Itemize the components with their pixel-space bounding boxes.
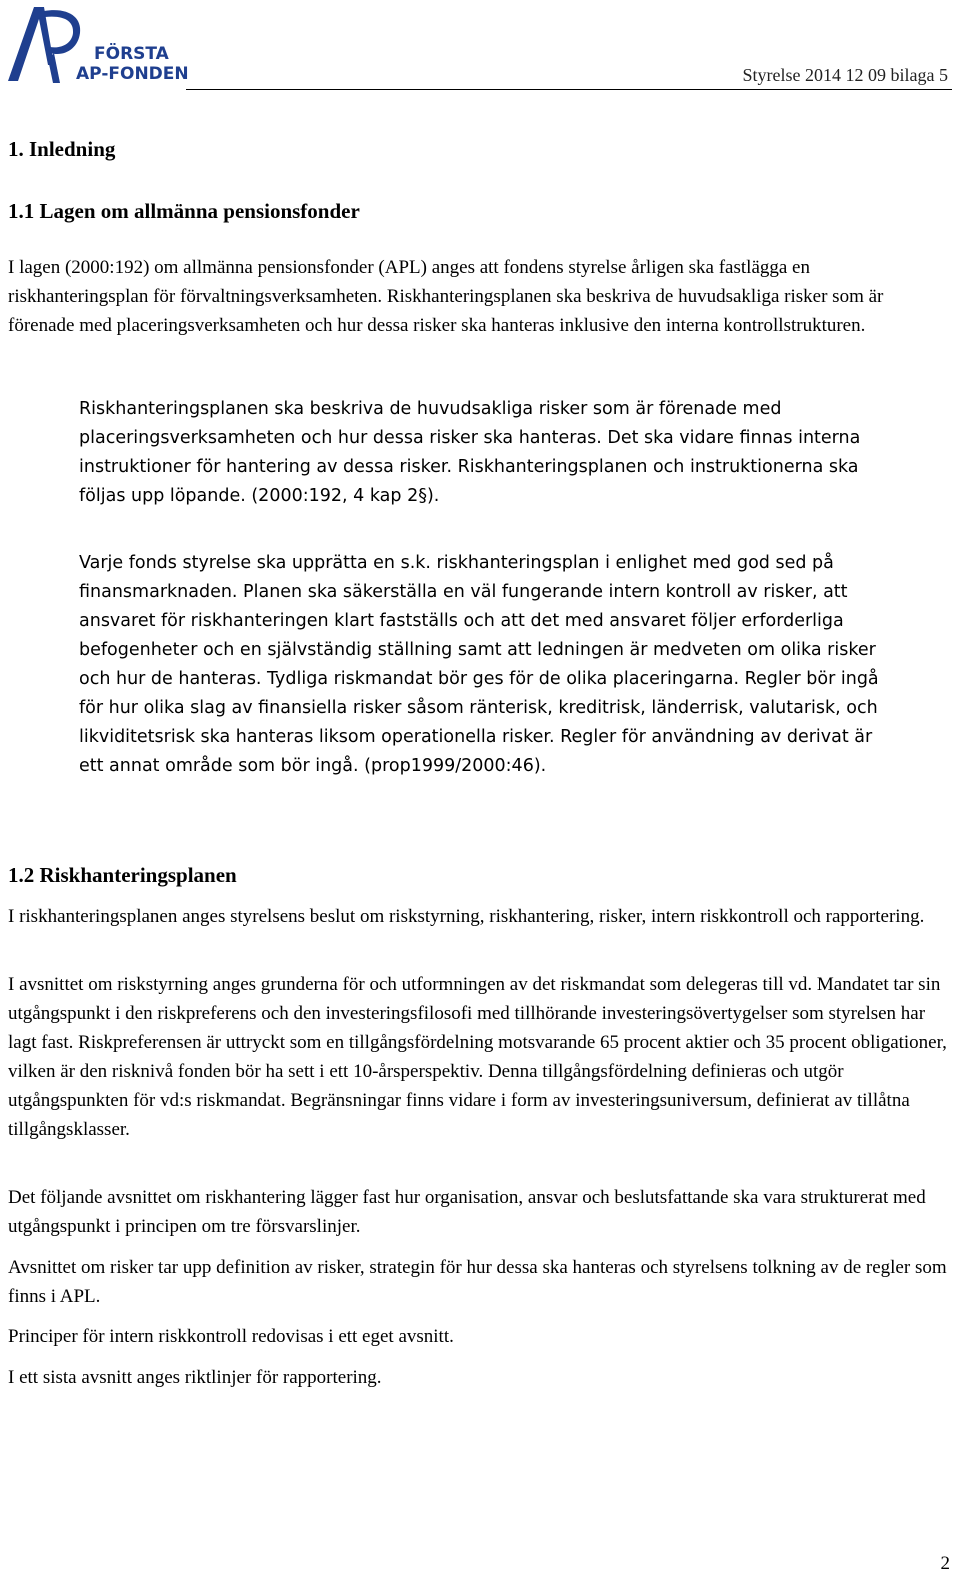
section-1-2-paragraph-3: Det följande avsnittet om riskhantering lägger fast hur organisation, ansvar och beslutsfattande ska vara strukturerat med utgångspunkt i principen om tre försvarslinjer. [8,1187,926,1237]
section-1-2-paragraph-5: Principer för intern riskkontroll redovisas i ett eget avsnitt. [8,1326,454,1347]
logo-line1-text: FÖRSTA [94,44,169,64]
document-reference: Styrelse 2014 12 09 bilaga 5 [742,65,948,85]
page-number: 2 [940,1553,950,1574]
section-1-2-paragraph-1: I riskhanteringsplanen anges styrelsens beslut om riskstyrning, riskhantering, risker, intern riskkontroll och rapportering. [8,906,925,927]
header-divider [186,89,952,90]
section-1-2-paragraph-2: I avsnittet om riskstyrning anges grunderna för och utformningen av det riskmandat som delegeras till vd. Mandatet tar sin utgångspunkt i den riskpreferens och den investeringsfilosofi med tillhörande investeringsövertygelser som styrelsen har lagt fast. Riskpreferensen är uttryckt som en tillgångsfördelning motsvarande 65 procent aktier och 35 procent obligationer, vilken är den risknivå fonden bör ha sett i ett 10-årsperspektiv. Denna tillgångsfördelning definieras och utgör utgångspunkten för vd:s riskmandat. Begränsningar finns vidare i form av investeringsuniversum, definierat av tillåtna tillgångsklasser. [8,974,947,1140]
section-1-heading: 1. Inledning [8,137,116,161]
section-1-1-heading: 1.1 Lagen om allmänna pensionsfonder [8,199,360,223]
forsta-ap-fonden-logo [4,3,189,85]
proposition-quote-paragraph: Varje fonds styrelse ska upprätta en s.k. riskhanteringsplan i enlighet med god sed på finansmarknaden. Planen ska säkerställa en väl fungerande intern kontroll av risker, att ansvaret för riskhanteringen klart fastställs och att det med ansvaret följer erforderliga befogenheter och en självständig ställning samt att ledningen är medveten om olika risker och hur de hanteras. Tydliga riskmandat bör ges för de olika placeringarna. Regler bör ingå för hur olika slag av finansiella risker såsom ränterisk, kreditrisk, länderrisk, valutarisk, och likviditetsrisk ska hanteras liksom operationella risker. Regler för användning av derivat är ett annat område som bör ingå. (prop1999/2000:46). [79,553,879,776]
logo-line2-text: AP-FONDEN [76,64,189,84]
logo-mark-icon [4,3,189,85]
section-1-2-paragraph-6: I ett sista avsnitt anges riktlinjer för rapportering. [8,1367,382,1388]
section-1-2-heading: 1.2 Riskhanteringsplanen [8,863,237,887]
section-1-2-paragraph-4: Avsnittet om risker tar upp definition av risker, strategin för hur dessa ska hanteras och styrelsens tolkning av de regler som finns i APL. [8,1257,947,1307]
section-1-1-intro-paragraph: I lagen (2000:192) om allmänna pensionsfonder (APL) anges att fondens styrelse årligen ska fastlägga en riskhanteringsplan för förvaltningsverksamheten. Riskhanteringsplanen ska beskriva de huvudsakliga risker som är förenade med placeringsverksamheten och hur dessa risker ska hanteras inklusive den interna kontrollstrukturen. [8,257,884,336]
law-quote-paragraph: Riskhanteringsplanen ska beskriva de huvudsakliga risker som är förenade med placeringsverksamheten och hur dessa risker ska hanteras. Det ska vidare finnas interna instruktioner för hantering av dessa risker. Riskhanteringsplanen och instruktionerna ska följas upp löpande. (2000:192, 4 kap 2§). [79,399,861,506]
page-header [0,0,960,95]
